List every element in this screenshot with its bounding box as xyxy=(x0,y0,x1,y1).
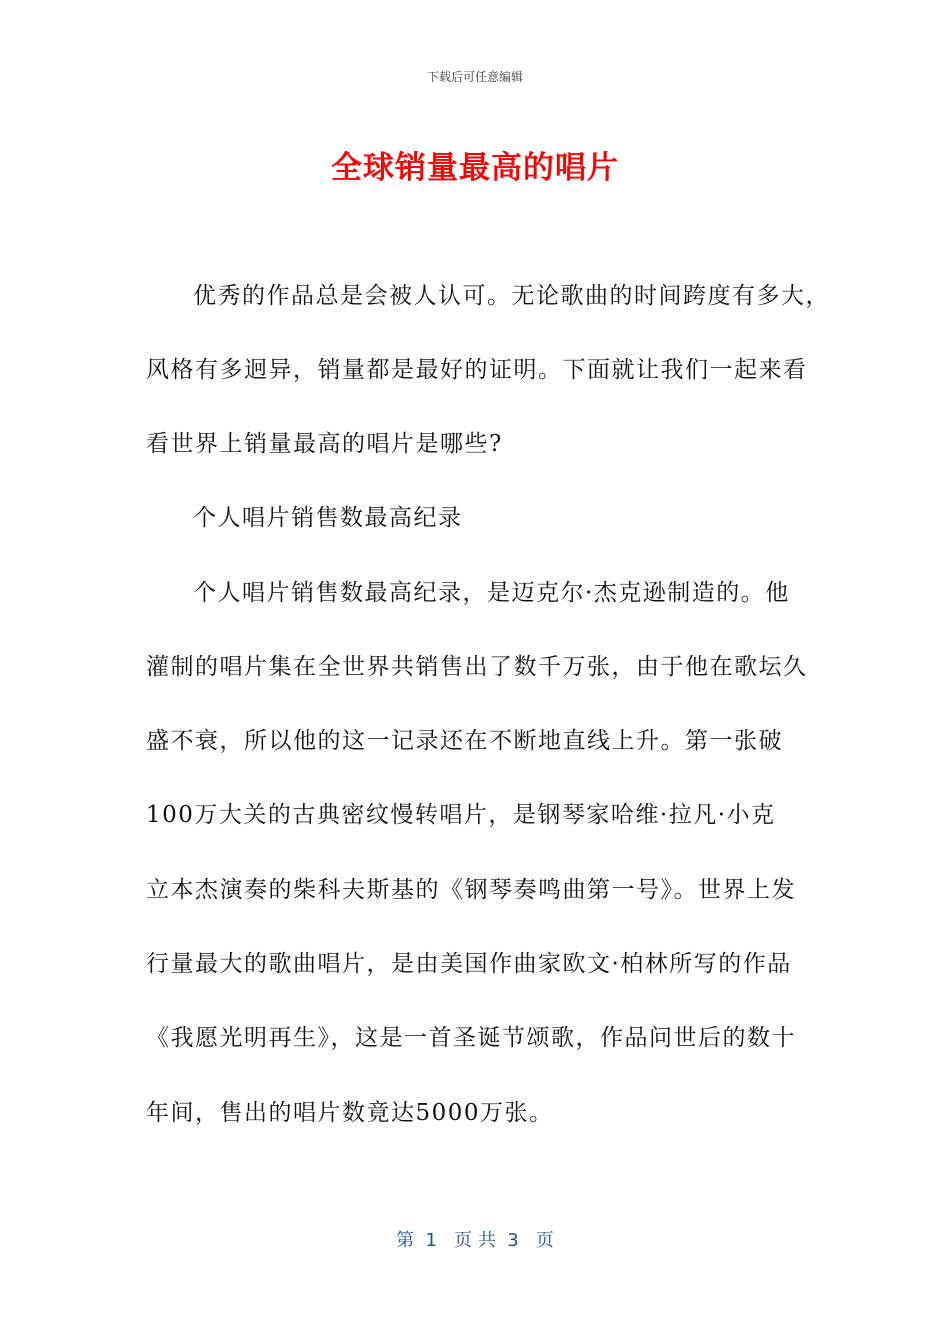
paragraph-line: 行量最大的歌曲唱片，是由美国作曲家欧文·柏林所写的作品 xyxy=(146,951,792,977)
paragraph-line: 《我愿光明再生》，这是一首圣诞节颂歌，作品问世后的数十 xyxy=(146,1025,796,1051)
document-title: 全球销量最高的唱片 xyxy=(331,150,619,186)
paragraph-line: 看世界上销量最高的唱片是哪些? xyxy=(146,431,503,457)
paragraph-line: 立本杰演奏的柴科夫斯基的《钢琴奏鸣曲第一号》。世界上发 xyxy=(146,877,796,903)
header-note: 下载后可任意编辑 xyxy=(426,70,523,84)
paragraph-line: 灌制的唱片集在全世界共销售出了数千万张，由于他在歌坛久 xyxy=(146,654,808,680)
paragraph-line: 年间，售出的唱片数竟达5000万张。 xyxy=(146,1100,554,1126)
paragraph-line: 个人唱片销售数最高纪录，是迈克尔·杰克逊制造的。他 xyxy=(193,580,790,606)
paragraph-line: 100万大关的古典密纹慢转唱片，是钢琴家哈维·拉凡·小克 xyxy=(146,802,776,828)
paragraph-line: 优秀的作品总是会被人认可。无论歌曲的时间跨度有多大， xyxy=(193,283,830,309)
page-footer: 第 1 页 共 3 页 xyxy=(396,1230,554,1251)
section-heading: 个人唱片销售数最高纪录 xyxy=(193,505,463,531)
paragraph-line: 风格有多迥异，销量都是最好的证明。下面就让我们一起来看 xyxy=(146,357,808,383)
paragraph-line: 盛不衰，所以他的这一记录还在不断地直线上升。第一张破 xyxy=(146,728,783,754)
